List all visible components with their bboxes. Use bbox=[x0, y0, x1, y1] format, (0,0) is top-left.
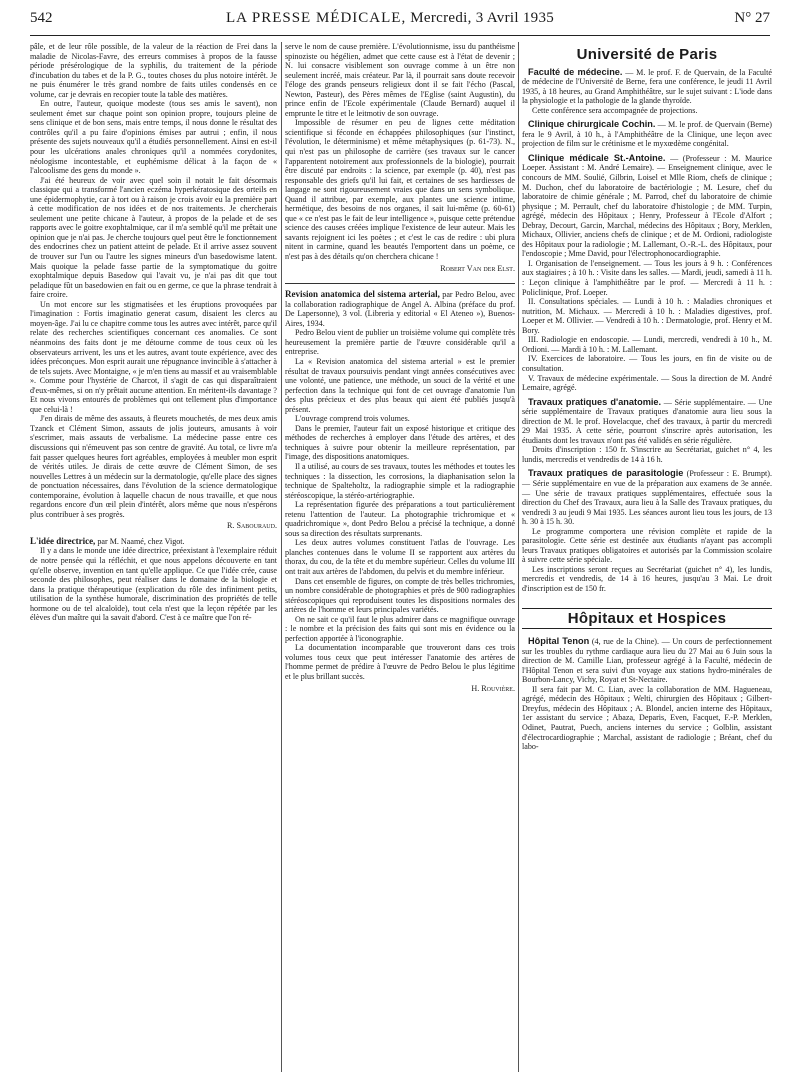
masthead bbox=[90, 10, 690, 27]
list-item: I. Organisation de l'enseignement. — Tous les jours à 9 h. : Conférences aux stagiaires ; à 10 h. : Visite dans les salles. — Mardi, jeudi, samedi à 11 h. : Leçon clinique à l'amphithéâtre par le prof. — Mercredi à 11 h. : Policlinique, Prof. Loeper. bbox=[522, 258, 772, 297]
news-heading: Travaux pratiques de parasitologie bbox=[528, 468, 684, 479]
signature: H. Rouvière. bbox=[471, 683, 515, 693]
paragraph: Il y a dans le monde une idée directrice, préexistant à l'exemplaire réduit de notre pensée qui la réfléchit, et que nous appelons découverte en tant qu'elle observe, invention en tant qu'elle applique. Ce que l'idée crée, cause seconde des philosophes, peut réaliser dans le domaine de la biologie et dans la pratique thérapeutique (explication du rôle des infiniment petits, utilisation de la synthèse humorale, discrimination des propriétés de telle hormone ou de tel alcaloïde), tout cela n'est que la leçon répétée par les élèves d'un maître qui la savait d'abord. C'est à ce maître que l'on ré- bbox=[30, 546, 277, 623]
news-heading: Clinique chirurgicale Cochin. bbox=[528, 119, 656, 130]
column-divider bbox=[518, 42, 519, 1072]
page-header bbox=[30, 10, 770, 36]
issue-number: N° 27 bbox=[734, 10, 770, 26]
paragraph: Un mot encore sur les stigmatisées et les éruptions provoquées par l'imagination : Fortis imaginatio generat casum, disaient les clercs au moyen-âge. J'ai lu ce chapitre comme tous les autres avec intérêt, parce qu'il relate des recherches scientifiques concernant ces anomalies. Ce sont néanmoins des faits dont je me détourne comme de tous ceux où les observateurs arrivent, les uns et les autres, avant toute expérience, avec des idées préconçues. Mon esprit aurait une répugnance invincible à s'attacher à de tels sujets. Avec Montaigne, « je m'en tiens au massif et au vraisemblable ». Comme pour l'hystérie de Charcot, il s'agit de cas qui disparaîtraient d'eux-mêmes, si on n'y prêtait aucune attention. En méritent-ils davantage ? Et nous vivons entourés de problèmes qui ont tellement plus d'importance que celui-là ! bbox=[30, 299, 277, 414]
paragraph: Impossible de résumer en peu de lignes cette méditation scientifique si féconde en échappées philosophiques (sur l'instinct, l'évolution, le déterminisme) et même métaphysiques (p. 61-73). N., qui n'est pas un philosophe de carrière (ses travaux sur le cancer l'apparentent notoirement aux professionnels de la biologie), pourrait être discuté par endroits : la science, par exemple (p. 40), n'est pas responsable des griefs qu'il lui fait, et certaines de ses hardiesses de langage ne sont rigoureusement vraies que dans un sens symbolique. Quand il attribue, par exemple, aux plantes une science intime, hermétique, des besoins de nos organes, il sait lui-même (p. 60-61) que « ce n'est pas le fait de leur intelligence », puisque cette prétendue science des causes créées implique l'existence de leur auteur. Mais les savants rejoignent ici les poètes ; et c'est le cas de redire : ubi plura nitent in carmine, quand les beautés l'emportent dans un poème, ce n'est pas à des détails qu'on cherchera chicane ! bbox=[285, 118, 515, 262]
news-item bbox=[522, 154, 772, 259]
news-item bbox=[522, 398, 772, 446]
news-heading: Travaux pratiques d'anatomie. bbox=[528, 396, 662, 407]
news-item bbox=[522, 68, 772, 106]
news-text: — M. le prof. F. de Quervain, de la Faculté de médecine de l'Université de Berne, fera une conférence, le jeudi 11 Avril 1935, à 18 heures, au Grand Amphithéâtre, sur le sujet suivant : L'iode dans la physiologie et la pathologie de la glande thyroïde. bbox=[522, 67, 772, 106]
paragraph: Il a utilisé, au cours de ses travaux, toutes les méthodes et toutes les techniques : la dissection, les corrosions, la diaphanisation selon la technique de Spalteholtz, la radiographie simple et la radiographie stéréoscopique, la stéréo-artériographie. bbox=[285, 461, 515, 500]
section-title: Hôpitaux et Hospices bbox=[522, 608, 772, 630]
signature: Robert Van der Elst. bbox=[440, 263, 515, 273]
news-item bbox=[522, 120, 772, 149]
signature: R. Sabouraud. bbox=[227, 521, 277, 531]
paragraph: J'ai été heureux de voir avec quel soin il notait le fait désormais classique qui a transformé l'ancien eczéma hyperkératosique des orteils en une épidermophytie, car à tort ou à raison je crois avoir eu la première part à cette modification de nos idées et de nos traitements. Je chercherais seulement une petite chicane à l'auteur, à propos de la pelade et de ses rapports avec le goitre exophtalmique, car il m'a semblé qu'il me prêtait une opinion que je n'ai pas. Je cherche toujours quel peut être le fonctionnement des endocrines chez un patient atteint de pelade. Et il arrive assez souvent de trouver sur l'un ou l'autre les signes mineurs d'un basedowisme latent. Mais quoique la pelade fasse partie de la symptomatique du goitre exophtalmique depuis Basedow qui l'avait vu, je n'ai pas dit que tout peladique fût un basedowien en fait ou en germe, ce que la phrase tendrait à faire croire. bbox=[30, 175, 277, 300]
list-item: III. Radiologie en endoscopie. — Lundi, mercredi, vendredi à 10 h., M. Ordioni. — Mardi à 10 h. : M. Lallemant. bbox=[522, 335, 772, 354]
paragraph: Les inscriptions seront reçues au Secrétariat (guichet n° 4), les lundis, mercredis et vendredis, de 14 à 16 heures, jusqu'au 3 Mai. Le droit d'inscription est de 150 fr. bbox=[522, 564, 772, 593]
paragraph: En outre, l'auteur, quoique modeste (tous ses amis le savent), non seulement émet sur chaque point son opinion propre, toujours pleine de sens clinique et de bon sens, mais entre temps, il nous donne le résultat des contrôles qu'il a pu faire d'opinions émises par autrui ; enfin, il nous présente des sujets nouveaux qu'il a étudiés personnellement. Ainsi en est-il pour les ulcérations anales chroniques qu'il a nommées corydonites, néologisme incontestable, et euphémisme délicat à la façon de « l'alcoolisme des gens du monde ». bbox=[30, 99, 277, 176]
article-byline: par Pedro Belou, avec la collaboration radiographique de Angel A. Albina (préface du prof. De Lapersonne), 3 vol. (Libreria y editorial « El Ateneo »), Buenos-Aires, 1934. bbox=[285, 290, 515, 328]
paragraph: Dans le premier, l'auteur fait un exposé historique et critique des méthodes de recherches à employer dans l'étude des artères, et des techniques à suivre pour obtenir la meilleure représentation, par l'image, des dispositions anatomiques. bbox=[285, 423, 515, 462]
column-1 bbox=[30, 42, 277, 623]
teaching-list bbox=[522, 259, 772, 393]
separator bbox=[285, 283, 515, 284]
paragraph: serve le nom de cause première. L'évolutionnisme, issu du panthéisme spinoziste ou hégélien, admet que cette cause est à l'état de devenir ; N. lui consacre visiblement son ouvrage comme à un être non seulement incréé, mais créateur. Par là, il pourrait sans doute recevoir l'éloge des grands penseurs religieux dont il se fait l'écho (Pascal, Newton, Pasteur), des Pères mêmes de l'Eglise (saint Augustin), du prince enfin de l'Ecole expérimentale (Claude Bernard) auquel il emprunte le titre et le leitmotiv de son ouvrage. bbox=[285, 42, 515, 118]
paragraph: La représentation figurée des préparations a tout particulièrement retenu l'attention de l'auteur. La photographie trichromique et « quadrichromique », dont Pedro Belou a précisé la technique, a donné sous sa direction des résultats surprenants. bbox=[285, 500, 515, 538]
news-text: (4, rue de la Chine). — Un cours de perfectionnement sur les troubles du rythme cardiaque aura lieu du 27 Mai au 6 Juin sous la direction de M. Camille Lian, professeur agrégé à la Faculté, médecin de l'Hôpital Tenon et sera suivi d'un voyage aux stations hydro-minérales de Bourbon-Lancy, Vichy, Royat et St-Nectaire. bbox=[522, 637, 773, 685]
paragraph: Dans cet ensemble de figures, on compte de très belles trichromies, un nombre considérable de photographies et près de 900 radiographies stéréoscopiques qui reproduisent toutes les dispositions normales des artères de l'homme et leurs principales variétés. bbox=[285, 576, 515, 615]
article-title: L'idée directrice, bbox=[30, 535, 96, 546]
article-heading bbox=[285, 290, 515, 328]
issue-date: Mercredi, 3 Avril 1935 bbox=[410, 10, 555, 26]
paragraph: Cette conférence sera accompagnée de projections. bbox=[532, 105, 698, 115]
news-heading: Clinique médicale St.-Antoine. bbox=[528, 152, 666, 163]
news-item bbox=[522, 637, 772, 685]
article-byline: par M. Naamé, chez Vigot. bbox=[95, 536, 185, 546]
paragraph: Les deux autres volumes constituent l'atlas de l'ouvrage. Les planches contenues dans le volume II se rapportent aux artères du thorax, du cou, de la tête et du membre supérieur. Celles du volume III ont trait aux artères de l'abdomen, du pelvis et du membre inférieur. bbox=[285, 538, 515, 576]
news-text: — Série supplémentaire. — Une série supplémentaire de Travaux pratiques d'anatomie aura lieu sous la direction de M. le prof. Hovelacque, chef des travaux, à partir du mercredi 29 Mai 1935. A cette série, pourront s'inscrire après autorisation, les étudiants dont les travaux n'ont pas été validés en série régulière. bbox=[522, 397, 773, 445]
paragraph: pâle, et de leur rôle possible, de la valeur de la réaction de Frei dans la maladie de Nicolas-Favre, des erreurs commises à propos de la fausse période présérologique de la syphilis, du traitement de la période d'incubation du tabes et de la P. G., toutes choses du plus notoire intérêt. Je ne puis énumérer le très grand nombre de faits utiles condensés en ce volume, car je devrais en recopier toute la table des matières. bbox=[30, 42, 277, 99]
news-text: — M. le prof. de Quervain (Berne) fera le 9 Avril, à 10 h., à l'Amphithéâtre de la Clinique, une leçon avec projection de film sur le crétinisme et le myxœdème congénital. bbox=[522, 120, 772, 149]
list-item: II. Consultations spéciales. — Lundi à 10 h. : Maladies chroniques et nutrition, M. Michaux. — Mercredi à 10 h. : Maladies digestives, prof. Loeper et M. Ollivier. — Vendredi à 10 h. : Dermatologie, prof. Henry et M. Bory. bbox=[522, 297, 772, 335]
news-item bbox=[522, 469, 772, 526]
column-2 bbox=[285, 42, 515, 699]
paragraph: La « Revision anatomica del sistema arterial » est le premier résultat de travaux poursuivis pendant vingt années consécutives avec une volonté, une patience, une méthode, un souci de la vérité et une perfection dans la technique qui font de cet ouvrage d'anatomie l'un des plus précieux et des plus beaux qui aient été publiés jusqu'à présent. bbox=[285, 356, 515, 414]
paragraph: L'ouvrage comprend trois volumes. bbox=[295, 414, 410, 424]
news-heading: Hôpital Tenon bbox=[528, 636, 590, 647]
paragraph: On ne sait ce qu'il faut le plus admirer dans ce magnifique ouvrage : le nombre et la précision des faits qui sont mis en évidence ou la perfection apportée à l'iconographie. bbox=[285, 614, 515, 643]
journal-title: LA PRESSE MÉDICALE, bbox=[225, 10, 407, 26]
article-heading bbox=[30, 537, 277, 547]
article-title: Revision anatomica del sistema arterial, bbox=[285, 289, 440, 300]
section-title: Université de Paris bbox=[576, 46, 718, 63]
column-3 bbox=[522, 42, 772, 752]
list-item: IV. Exercices de laboratoire. — Tous les jours, en fin de visite ou de consultation. bbox=[522, 354, 772, 373]
paragraph: La documentation incomparable que trouveront dans ces trois volumes tous ceux que peut intéresser l'anatomie des artères de l'homme permet de prédire à l'œuvre de Pedro Belou le plus légitime et le plus brillant succès. bbox=[285, 643, 515, 681]
column-divider bbox=[281, 42, 282, 1072]
header-rule bbox=[30, 35, 770, 36]
news-heading: Faculté de médecine. bbox=[528, 66, 623, 77]
paragraph: J'en dirais de même des assauts, à fleurets mouchetés, de mes deux amis Tzanck et Clément Simon, assauts de jolis jouteurs, amusants à voir s'escrimer, mais assauts de verbalisme. La médecine passe entre ces discussions qui n'émeuvent pas son centre de gravité. Au total, ce livre m'a fait passer quelques heures fort agréables, employées à meubler mon esprit de vérités utiles. Je dirais de cette œuvre de Clément Simon, de ses nouvelles Lettres à un médecin sur la dermatologie, qu'elle place des signes de ponctuation nécessaires, dans l'évolution de la science dermatologique contemporaine, évolution à laquelle chacun de nous travaille, et que nous regardons encore d'un œil plein d'intérêt, alors même que nous n'espérons plus contribuer à ses progrès. bbox=[30, 414, 277, 519]
list-item: V. Travaux de médecine expérimentale. — Sous la direction de M. André Lemaire, agrégé. bbox=[522, 373, 772, 393]
paragraph: Pedro Belou vient de publier un troisième volume qui complète très heureusement la première partie de l'œuvre considérable qu'il a entreprise. bbox=[285, 328, 515, 357]
paragraph: Le programme comportera une révision complète et rapide de la parasitologie. Cette série est destinée aux étudiants n'ayant pas accompli leurs Travaux pratiques obligatoires et autorisés par la Commission scolaire à suivre cette série spéciale. bbox=[522, 526, 772, 565]
news-text: (Professeur : E. Brumpt). — Série supplémentaire en vue de la préparation aux examens de 3e année. — Une série de travaux pratiques supplémentaires, effectuée sous la direction du Chef des Travaux, aura lieu à la Salle des Travaux pratiques, du vendredi 3 au jeudi 9 Mai 1935. Les séances auront lieu tous les jours, de 13 h. 30 à 15 h. 30. bbox=[522, 469, 772, 527]
news-text: — (Professeur : M. Maurice Loeper. Assistant : M. André Lemaire). — Enseignement clinique, avec le concours de MM. Soulié, Gilbrin, Loisel et Mlle Riom, chefs de clinique ; M. Duchon, chef du laboratoire de bactériologie ; M. Lesure, chef du laboratoire de chimie générale ; M. Parrod, chef du laboratoire de chimie physique ; M. Perrault, chef du laboratoire d'histologie ; de MM. Turpin, agrégé, médecin des Hôpitaux ; Henry, Professeur à l'Ecole d'Alfort ; Debray, Decourt, Garcin, Marchal, médecins des Hôpitaux ; Bory, Merklen, Michaux, Ollivier, anciens chefs de clinique ; et de M. Ordioni, radiologiste des Hôpitaux pour la radiologie ; M. Lallemant, O.-R.-L. des Hôpitaux, pour l'endoscopie ; Mme David, pour l'électrophonocardiographie. bbox=[522, 153, 772, 259]
paragraph: Droits d'inscription : 150 fr. S'inscrire au Secrétariat, guichet n° 4, les lundis, mercredis et vendredis de 14 à 16 h. bbox=[522, 445, 772, 464]
page-number: 542 bbox=[30, 10, 53, 26]
paragraph: Il sera fait par M. C. Lian, avec la collaboration de MM. Hagueneau, agrégé, médecin des Hôpitaux ; Welti, chirurgien des Hôpitaux ; Gilbert-Dreyfus, médecin des Hôpitaux ; A. Blondel, ancien interne des Hôpitaux, 1er assistant du service ; Abaza, Deparis, Even, Facquet, F.-P. Merklen, Odinet, Pautrat, Puech, anciens internes du service ; Golblin, assistant d'électrocardiographie ; Marchal, assistant de radiologie ; Bréant, chef du labo- bbox=[522, 684, 772, 752]
